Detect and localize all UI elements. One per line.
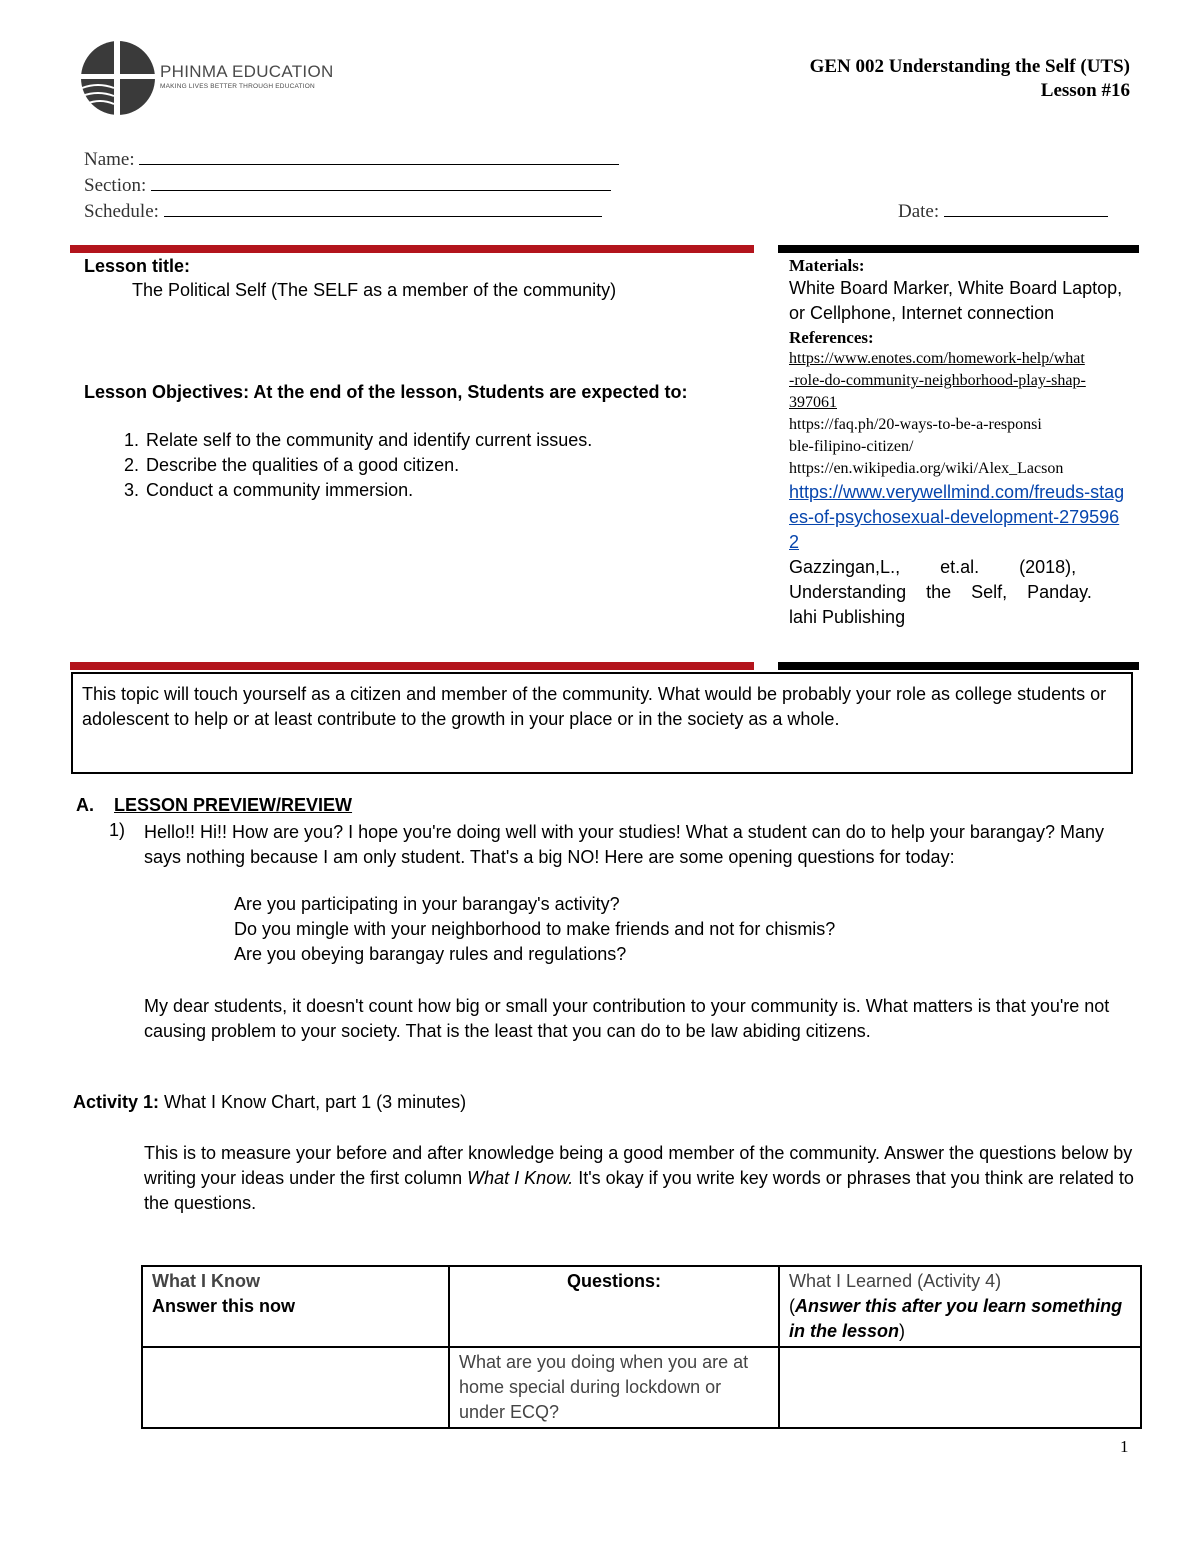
name-label: Name: [84, 149, 135, 170]
lesson-title-heading: Lesson title: [84, 256, 191, 276]
objective-item: 2. Describe the qualities of a good citizen. [144, 453, 592, 478]
course-header [810, 55, 1130, 103]
paren-close: ) [899, 1321, 906, 1341]
references-heading: References: [789, 328, 874, 347]
header-what-i-learned [779, 1266, 1141, 1347]
activity-1-label: Activity 1: [73, 1092, 160, 1112]
date-field [898, 198, 1108, 223]
date-label: Date: [898, 201, 940, 222]
opening-question: Are you obeying barangay rules and regulations? [234, 944, 627, 964]
header-answer-after-text: Answer this after you learn something in the lesson [789, 1296, 1123, 1341]
paren-open: ( [789, 1296, 795, 1316]
page-number: 1 [1120, 1437, 1129, 1456]
schedule-label: Schedule: [84, 201, 159, 222]
reference-book-line: Understanding the Self, Panday. [789, 582, 1092, 602]
logo-name: PHINMA EDUCATION [160, 62, 334, 81]
objectives-heading: Lesson Objectives: At the end of the lesson, Students are expected to: [84, 382, 688, 402]
header-questions: Questions: [449, 1266, 779, 1347]
reference-text: https://faq.ph/20-ways-to-be-a-responsible-filipino-citizen/ [789, 416, 1042, 455]
activity-1-instructions [144, 1141, 1134, 1216]
section-a-title: LESSON PREVIEW/REVIEW [114, 795, 353, 815]
objectives-list [112, 428, 592, 503]
activity-1-title: What I Know Chart, part 1 (3 minutes) [159, 1092, 467, 1112]
reference-text: https://en.wikipedia.org/wiki/Alex_Lacson [789, 460, 1064, 477]
preview-paragraph: Hello!! Hi!! How are you? I hope you're doing well with your studies! What a student can do to help your barangay? Many says nothing because I am only student. That's a big NO! Here are some opening questions for today: [144, 822, 1104, 867]
top-black-bar [778, 245, 1139, 253]
header-answer-now: Answer this now [152, 1296, 296, 1316]
schedule-input-line[interactable] [164, 198, 602, 217]
materials-text: White Board Marker, White Board Laptop, or Cellphone, Internet connection [789, 278, 1123, 323]
section-a-heading [76, 795, 352, 816]
bottom-black-bar [778, 662, 1139, 670]
reference-book-line: lahi Publishing [789, 607, 906, 627]
name-input-line[interactable] [139, 146, 619, 165]
objective-item: 3. Conduct a community immersion. [144, 478, 592, 503]
item-number: 1) [109, 820, 126, 840]
lesson-title: The Political Self (The SELF as a member of the community) [132, 280, 617, 300]
table-header-row [142, 1266, 1141, 1347]
header-what-i-know [142, 1266, 449, 1347]
reference-link[interactable]: https://www.verywellmind.com/freuds-stages-of-psychosexual-development-2795962 [789, 482, 1125, 552]
date-input-line[interactable] [944, 198, 1108, 217]
section-a-letter: A. [76, 795, 94, 815]
reference-book-line: Gazzingan,L., et.al. (2018), [789, 557, 1077, 577]
opening-question: Do you mingle with your neighborhood to make friends and not for chismis? [234, 919, 836, 939]
phinma-logo-icon [78, 38, 158, 118]
logo-tagline: MAKING LIVES BETTER THROUGH EDUCATION [160, 83, 315, 90]
intro-box: This topic will touch yourself as a citizen and member of the community. What would be probably your role as college students or adolescent to help or at least contribute to the growth in your place or in the society as a whole. [71, 672, 1133, 774]
closing-paragraph: My dear students, it doesn't count how big or small your contribution to your community is. What matters is that you're not causing problem to your society. That is the least that you can do to be law abiding citizens. [144, 996, 1110, 1041]
course-title: GEN 002 Understanding the Self (UTS) [809, 56, 1130, 77]
materials-heading: Materials: [789, 256, 865, 275]
reference-link[interactable]: https://www.enotes.com/homework-help/what-role-do-community-neighborhood-play-shap-397061 [789, 350, 1086, 411]
section-field [84, 172, 611, 197]
header-answer-after [789, 1294, 1131, 1344]
instructions-text: It's okay if you write key words or phrases that you think are related to the questions. [144, 1168, 1134, 1213]
lesson-number: Lesson #16 [1040, 80, 1130, 101]
objective-item: 1. Relate self to the community and identify current issues. [144, 428, 592, 453]
section-label: Section: [84, 175, 147, 196]
bottom-red-bar [70, 662, 754, 670]
question-cell: What are you doing when you are at home special during lockdown or under ECQ? [449, 1347, 779, 1428]
instructions-italic: What I Know. [467, 1168, 574, 1188]
schedule-field [84, 198, 602, 223]
instructions-text: This is to measure your before and after knowledge being a good member of the community. Answer the questions below by writing your ideas under the first column [144, 1143, 1133, 1188]
what-i-learned-answer-cell[interactable] [779, 1347, 1141, 1428]
what-i-know-answer-cell[interactable] [142, 1347, 449, 1428]
opening-question: Are you participating in your barangay's activity? [234, 894, 620, 914]
materials-panel [789, 256, 1127, 630]
section-input-line[interactable] [151, 172, 611, 191]
top-red-bar [70, 245, 754, 253]
header-what-i-learned-line: What I Learned (Activity 4) [789, 1271, 1002, 1291]
table-row [142, 1347, 1141, 1428]
activity-1-heading [73, 1092, 466, 1113]
header-what-i-know-line: What I Know [152, 1271, 260, 1291]
what-i-know-table [141, 1265, 1142, 1429]
name-field [84, 146, 619, 171]
